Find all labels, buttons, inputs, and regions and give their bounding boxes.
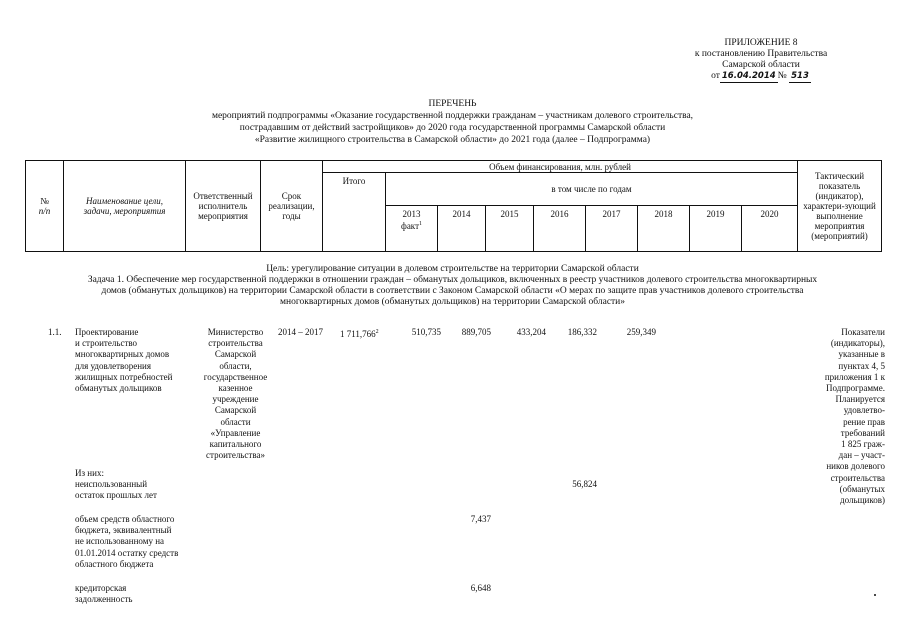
sub-regional-value: 7,437 (470, 514, 491, 524)
goal-block (0, 264, 905, 308)
header-by-years: в том числе по годам (386, 173, 798, 206)
appendix-line-1: к постановлению Правительства (694, 49, 828, 59)
appendix-header (651, 38, 871, 83)
row-responsible: Министерство строительства Самарской области, государственное казенное учреждение Самарской области «Управление капитального строительства» (203, 327, 268, 461)
header-year-2015: 2015 (486, 206, 534, 252)
row-indicator: Показатели (индикаторы), указанные в пунктах 4, 5 приложения 1 к Подпрограмме. Планируется удовлетво- рение прав требований 1 825 граж- дан – участ- ников долевого строительства (обманутых дольщиков) (824, 327, 885, 506)
header-year-2016: 2016 (534, 206, 586, 252)
appendix-title: ПРИЛОЖЕНИЕ 8 (724, 38, 798, 48)
header-year-2018: 2018 (638, 206, 690, 252)
header-year-2014: 2014 (438, 206, 486, 252)
header-year-2017: 2017 (586, 206, 638, 252)
row-number: 1.1. (48, 327, 62, 337)
header-year-2013: 2013 факт$^1$ (386, 206, 438, 252)
header-year-2020: 2020 (742, 206, 798, 252)
appendix-date: 16.04.2014 (721, 71, 776, 81)
header-total: Итого (323, 173, 386, 252)
row-name: Проектирование и строительство многоквартирных домов для удовлетворения жилищных потребностей обманутых дольщиков (75, 327, 173, 394)
goal-text: Цель: урегулирование ситуации в долевом строительстве на территории Самарской области (266, 264, 639, 274)
appendix-date-line (651, 71, 871, 83)
value-2018: 259,349 (626, 327, 656, 337)
header-indicator: Тактический показатель (индикатор), характери-зующий выполнение мероприятия (мероприятий) (798, 161, 882, 252)
subtitle-line-1: мероприятий подпрограммы «Оказание государственной поддержки гражданам – участникам долевого строительства, (211, 111, 694, 121)
subtitle-line-2: пострадавшим от действий застройщиков» до 2020 года государственной программы Самарской области (239, 123, 666, 133)
sub-debt-value: 6,648 (470, 583, 491, 593)
appendix-from-label: от (711, 71, 720, 81)
header-term: Срок реализации, годы (261, 161, 323, 252)
sub-regional: объем средств областного бюджета, эквивалентный не использованному на 01.01.2014 остатку средств областного бюджета (75, 514, 179, 569)
value-2016: 433,204 (516, 327, 546, 337)
row-term: 2014 – 2017 (278, 327, 323, 337)
table-header (25, 160, 882, 252)
header-year-2019: 2019 (690, 206, 742, 252)
sub-debt: кредиторская задолженность (75, 583, 133, 605)
appendix-line-2: Самарской области (722, 60, 800, 70)
task-line-2: домов (обманутых дольщиков) на территории Самарской области в соответствии с Законом Самарской области «О мерах по защите прав участников долевого строительства (101, 286, 804, 296)
task-line-3: многоквартирных домов (обманутых дольщиков) на территории Самарской области» (279, 297, 626, 307)
appendix-no-label: № (777, 71, 787, 81)
header-responsible: Ответственный исполнитель мероприятия (186, 161, 261, 252)
sub-unused: неиспользованный остаток прошлых лет (75, 479, 157, 501)
scan-dot (874, 594, 876, 596)
sub-of-them: Из них: (75, 468, 104, 478)
appendix-number: 513 (791, 71, 809, 81)
value-2017: 186,332 (567, 327, 597, 337)
subtitle-line-3: «Развитие жилищного строительства в Самарской области» до 2021 года (далее – Подпрограмма) (254, 135, 651, 145)
header-num: № п/п (26, 161, 64, 252)
value-2015: 889,705 (461, 327, 491, 337)
header-name: Наименование цели, задачи, мероприятия (64, 161, 186, 252)
list-title: ПЕРЕЧЕНЬ (428, 99, 477, 109)
value-2014: 510,735 (411, 327, 441, 337)
document-title (0, 98, 905, 146)
row-total: 1 711,766$^2$ (340, 329, 379, 339)
header-funding: Объем финансирования, млн. рублей (323, 161, 798, 173)
sub-unused-value: 56,824 (572, 479, 597, 489)
task-line-1: Задача 1. Обеспечение мер государственной поддержки в отношении граждан – обманутых дольщиков, включенных в реестр участников долевого строительства многоквартирных (87, 275, 818, 285)
